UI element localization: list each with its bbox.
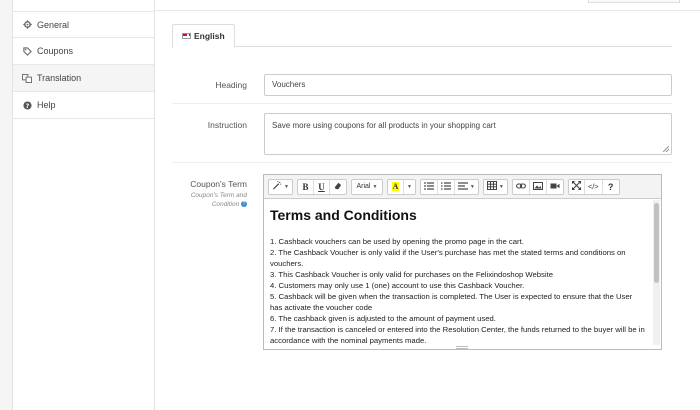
language-tabs	[172, 24, 672, 47]
bold-button[interactable]	[298, 180, 314, 194]
heading-label: Heading	[215, 80, 247, 90]
chevron-down-icon: ▼	[406, 183, 412, 190]
question-icon	[22, 100, 32, 110]
sidebar	[12, 0, 155, 410]
editor-resize-handle[interactable]	[456, 346, 468, 349]
unordered-list-button[interactable]	[421, 180, 438, 194]
term-label: Coupon's Term	[190, 179, 247, 189]
magic-wand-icon	[272, 181, 282, 192]
video-button[interactable]	[547, 180, 563, 194]
underline-icon: U	[318, 181, 325, 192]
link-icon	[516, 182, 526, 192]
chevron-down-icon: ▼	[284, 183, 289, 190]
resize-handle[interactable]	[663, 146, 669, 152]
sidebar-item-label: General	[37, 19, 70, 30]
color-dropdown[interactable]	[404, 180, 415, 194]
translate-icon	[22, 73, 32, 83]
scrollbar-thumb[interactable]	[654, 203, 659, 283]
eraser-button[interactable]	[330, 180, 346, 194]
heading-value: Vouchers	[272, 80, 306, 89]
heading-input[interactable]	[264, 74, 672, 96]
editor-scrollbar[interactable]	[653, 200, 660, 345]
fullscreen-button[interactable]	[569, 180, 585, 194]
chevron-down-icon: ▼	[469, 183, 475, 190]
term-help-text: Coupon's Term and Condition ?	[190, 192, 247, 208]
terms-paragraph: 5. Cashback will be given when the transaction is completed. The User is expected to ensure that the User has activate the voucher code	[270, 292, 633, 312]
video-icon	[550, 182, 560, 192]
ordered-list-button[interactable]	[438, 180, 455, 194]
instruction-row	[172, 104, 672, 163]
terms-paragraph: 3. This Cashback Voucher is only valid for purchases on the Felixindoshop Website	[270, 270, 554, 279]
sidebar-item-general[interactable]	[13, 11, 154, 38]
help-icon: ?	[607, 181, 614, 192]
rich-text-editor	[263, 174, 662, 350]
top-action-button[interactable]	[588, 0, 680, 3]
info-icon[interactable]: ?	[242, 201, 246, 208]
table-icon	[487, 181, 497, 192]
terms-paragraph: 1. Cashback vouchers can be used by opening the promo page in the cart.	[270, 237, 524, 246]
text-color-button[interactable]	[388, 180, 404, 194]
text-color-icon: A	[392, 182, 399, 191]
sidebar-item-label: Translation	[37, 73, 82, 83]
magic-style-button[interactable]	[269, 180, 292, 194]
terms-paragraph: 7. If the transaction is canceled or entered into the Resolution Center, the funds returned to the buyer will be in accordance with the nominal payments made.	[270, 325, 645, 345]
sidebar-item-label: Coupons	[37, 46, 74, 56]
code-icon: </>	[587, 182, 599, 191]
chevron-down-icon: ▼	[498, 183, 504, 190]
terms-paragraph: 2. The Cashback Voucher is only valid if the User's purchase has met the stated terms and conditions on vouchers.	[270, 248, 626, 268]
picture-icon	[533, 182, 543, 192]
picture-button[interactable]	[530, 180, 547, 194]
terms-paragraph: 4. Customers may only use 1 (one) account to use this Cashback Voucher.	[270, 281, 525, 290]
sidebar-item-translation[interactable]	[13, 65, 154, 92]
heading-row	[172, 64, 672, 104]
tag-icon	[22, 46, 32, 56]
editor-toolbar	[264, 175, 661, 199]
codeview-button[interactable]	[585, 180, 603, 194]
bold-icon: B	[302, 181, 309, 192]
sidebar-item-label: Help	[37, 100, 56, 110]
divider	[155, 10, 700, 11]
svg-text:?: ?	[25, 102, 29, 110]
tab-english[interactable]	[172, 24, 235, 48]
gear-icon	[22, 20, 32, 30]
tab-label: English	[194, 31, 225, 41]
expand-icon	[572, 181, 581, 192]
link-button[interactable]	[513, 180, 530, 194]
terms-paragraph: 6. The cashback given is adjusted to the amount of payment used.	[270, 314, 496, 323]
instruction-label: Instruction	[207, 120, 247, 130]
underline-button[interactable]	[314, 180, 330, 194]
sidebar-item-coupons[interactable]	[13, 38, 154, 65]
eraser-icon	[333, 181, 342, 192]
terms-title: Terms and Conditions	[270, 207, 417, 223]
flag-uk-icon	[182, 33, 191, 39]
editor-content[interactable]	[264, 200, 652, 345]
table-button[interactable]	[484, 180, 507, 194]
list-ol-icon	[441, 182, 451, 192]
instruction-value: Save more using coupons for all products in your shopping cart	[272, 121, 496, 130]
list-ul-icon	[424, 182, 434, 192]
paragraph-align-button[interactable]	[455, 180, 478, 194]
font-name-select[interactable]: Arial ▼	[356, 183, 378, 190]
instruction-textarea[interactable]	[264, 113, 672, 155]
align-left-icon	[458, 182, 468, 192]
chevron-down-icon: ▼	[372, 183, 378, 190]
help-button[interactable]	[603, 180, 619, 194]
sidebar-item-help[interactable]	[13, 92, 154, 119]
